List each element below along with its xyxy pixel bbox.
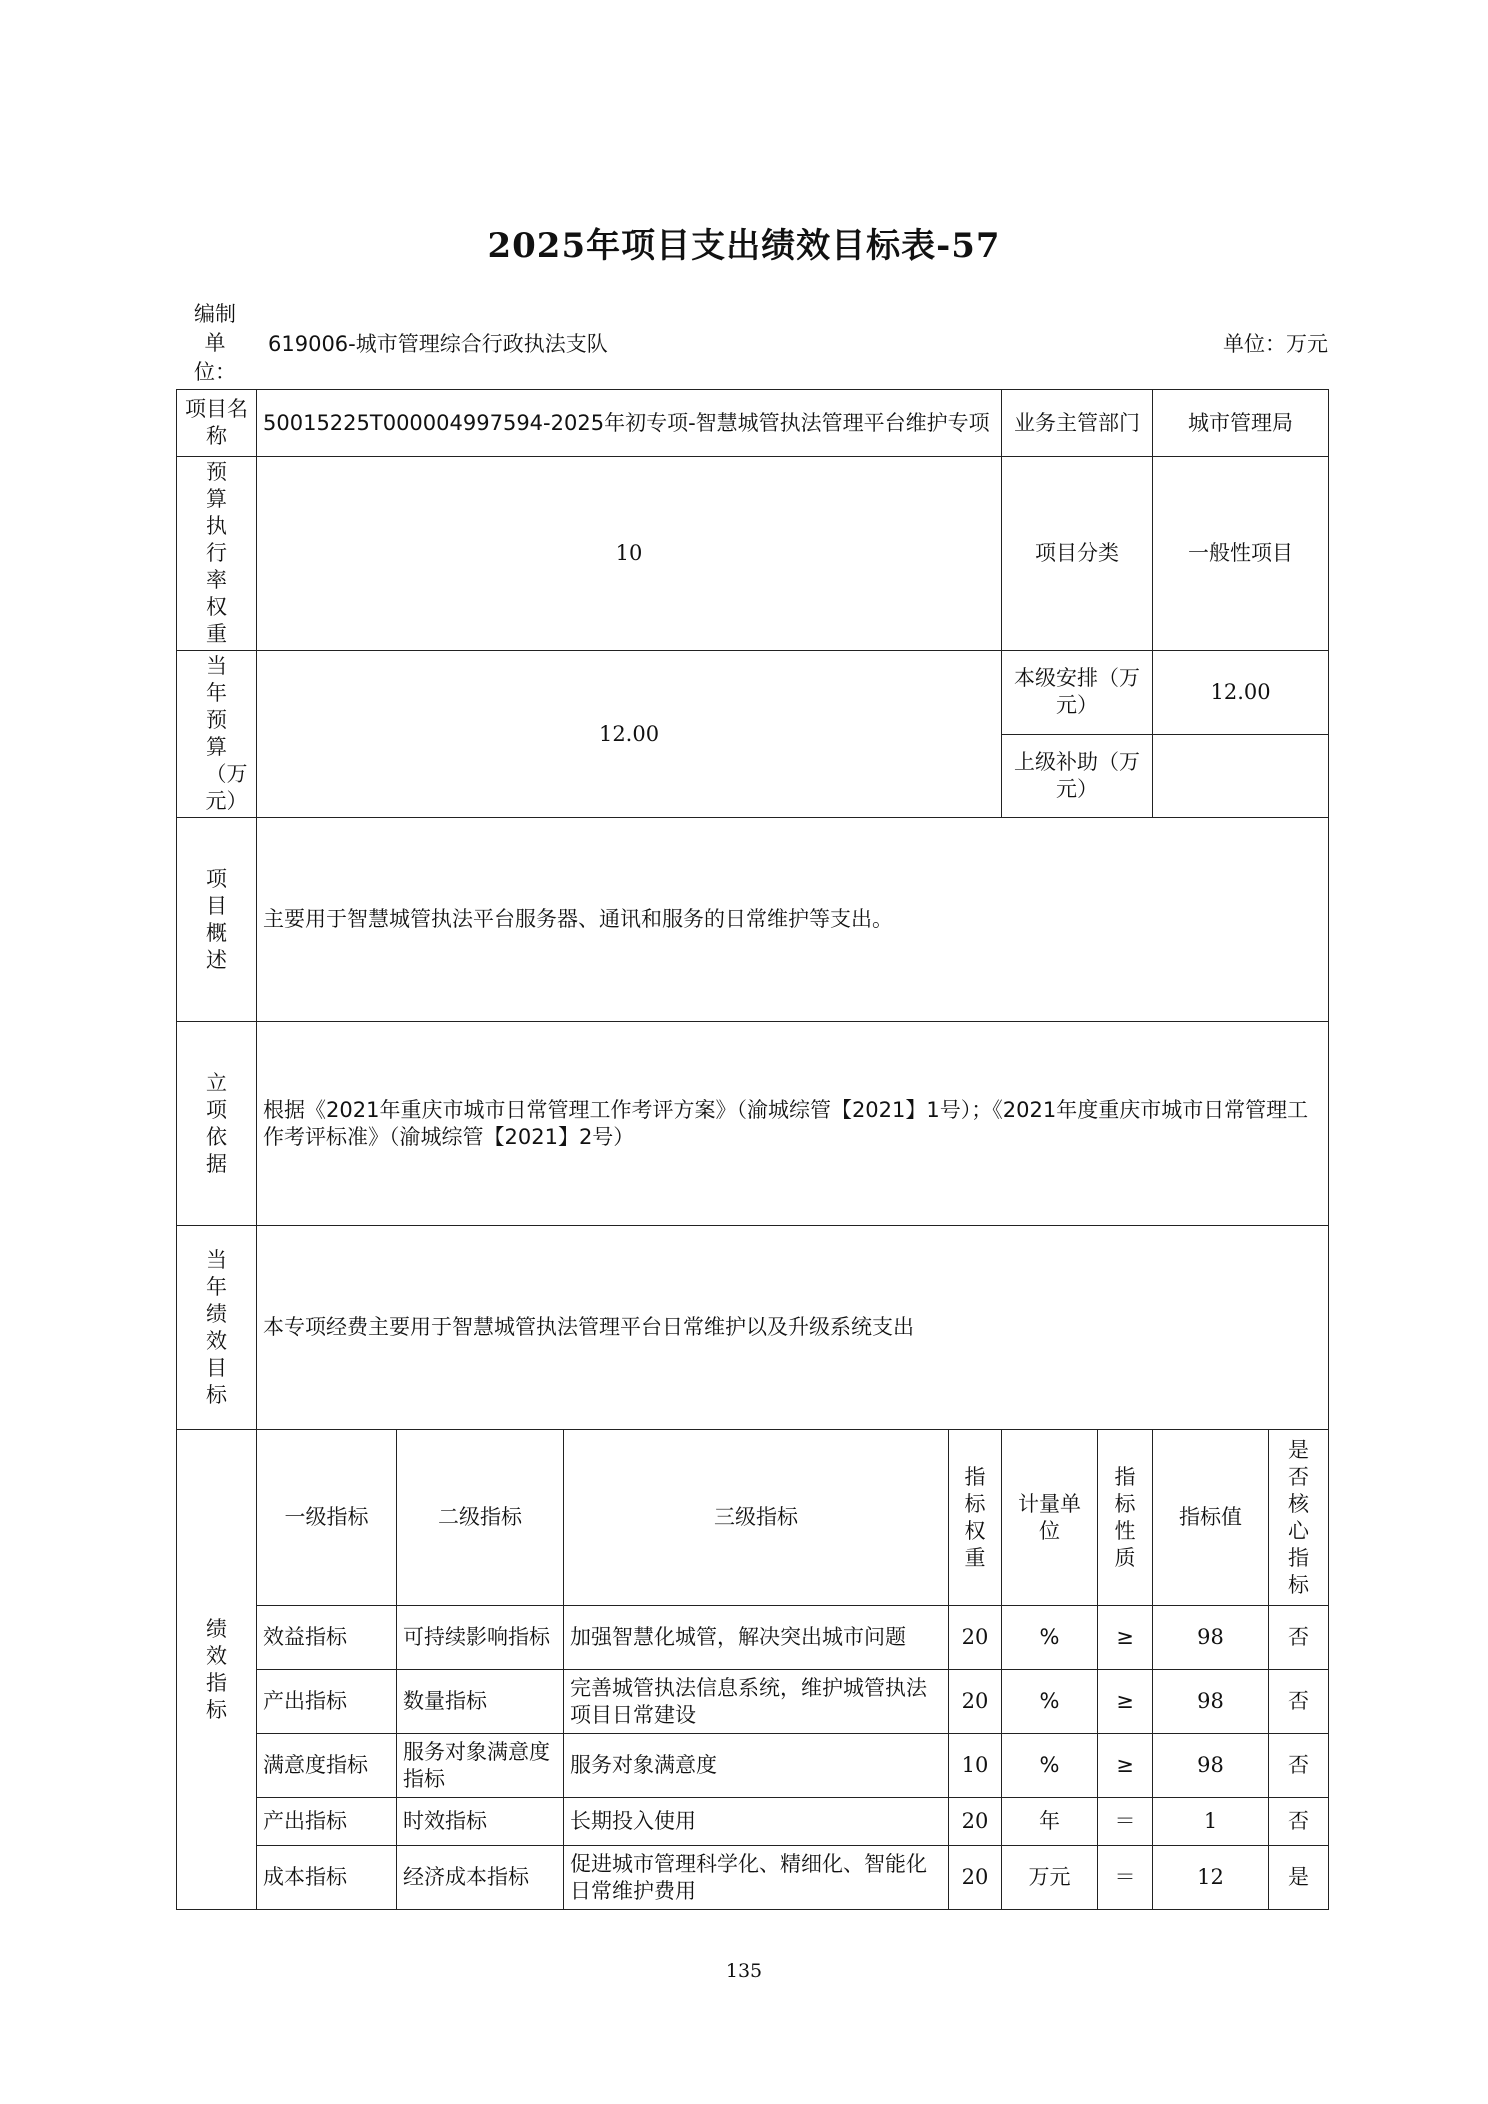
row-nature: ＝ [1098,1846,1153,1910]
row-value: 1 [1153,1798,1269,1846]
row-level3: 促进城市管理科学化、精细化、智能化日常维护费用 [564,1846,949,1910]
header-core [1269,1430,1329,1606]
row-level2: 可持续影响指标 [397,1606,564,1670]
row-unit: % [1002,1606,1098,1670]
page-number: 135 [725,1960,763,1982]
unit-label: 编制单位： [194,302,236,384]
local-label: 本级安排（万元） [1002,651,1153,735]
header-core-text: 是否核心指标 [1288,1437,1310,1597]
basis-label [177,1022,257,1226]
row-level2: 服务对象满意度指标 [397,1734,564,1798]
row-nature: ＝ [1098,1798,1153,1846]
row-value: 98 [1153,1606,1269,1670]
header-weight [949,1430,1002,1606]
table-row [177,1606,1329,1670]
row-unit: 年 [1002,1798,1098,1846]
table-row [177,1846,1329,1910]
row-value: 12 [1153,1846,1269,1910]
header-level1: 一级指标 [257,1430,397,1606]
row-value: 98 [1153,1670,1269,1734]
row-basis [177,1022,1329,1226]
header-level2: 二级指标 [397,1430,564,1606]
performance-table [176,389,1329,1910]
unit-value: 619006-城市管理综合行政执法支队 [268,332,608,356]
header-nature [1098,1430,1153,1606]
local-value: 12.00 [1153,651,1329,735]
project-name-value: 50015225T000004997594-2025年初专项-智慧城管执法管理平台维护专项 [257,390,1002,457]
basis-label-text: 立项依据 [206,1070,227,1176]
row-weight: 20 [949,1798,1002,1846]
budget-label [177,651,257,818]
row-core: 否 [1269,1670,1329,1734]
exec-rate-label-text: 预算执行率权重 [206,460,227,646]
row-core: 是 [1269,1846,1329,1910]
row-exec-rate [177,457,1329,651]
money-unit: 单位：万元 [1223,332,1328,356]
row-level2: 经济成本指标 [397,1846,564,1910]
budget-value: 12.00 [257,651,1002,818]
row-project-name [177,390,1329,457]
category-label: 项目分类 [1002,457,1153,651]
row-weight: 20 [949,1846,1002,1910]
row-nature: ≥ [1098,1606,1153,1670]
upper-label: 上级补助（万元） [1002,734,1153,818]
table-row [177,1798,1329,1846]
indicator-header-row [177,1430,1329,1606]
row-level2: 数量指标 [397,1670,564,1734]
table-row [177,1734,1329,1798]
row-core: 否 [1269,1606,1329,1670]
row-level1: 产出指标 [257,1670,397,1734]
row-unit: 万元 [1002,1846,1098,1910]
row-weight: 20 [949,1670,1002,1734]
row-value: 98 [1153,1734,1269,1798]
exec-rate-label [177,457,257,651]
indicators-label-text: 绩效指标 [206,1616,227,1722]
row-level3: 完善城管执法信息系统，维护城管执法项目日常建设 [564,1670,949,1734]
header-nature-text: 指标性质 [1114,1464,1136,1570]
row-overview [177,818,1329,1022]
dept-label: 业务主管部门 [1002,390,1153,457]
row-level1: 效益指标 [257,1606,397,1670]
goal-value: 本专项经费主要用于智慧城管执法管理平台日常维护以及升级系统支出 [257,1226,1329,1430]
row-level2: 时效指标 [397,1798,564,1846]
goal-label [177,1226,257,1430]
row-unit: % [1002,1734,1098,1798]
overview-label-text: 项目概述 [206,866,227,972]
row-nature: ≥ [1098,1670,1153,1734]
row-budget [177,651,1329,735]
row-level3: 服务对象满意度 [564,1734,949,1798]
row-level3: 加强智慧化城管，解决突出城市问题 [564,1606,949,1670]
category-value: 一般性项目 [1153,457,1329,651]
goal-label-text: 当年绩效目标 [206,1247,227,1407]
exec-rate-value: 10 [257,457,1002,651]
row-level3: 长期投入使用 [564,1798,949,1846]
row-unit: % [1002,1670,1098,1734]
page-title: 2025年项目支出绩效目标表-57 [487,226,1001,266]
header-value: 指标值 [1153,1430,1269,1606]
row-level1: 产出指标 [257,1798,397,1846]
header-unit-row [176,300,1328,386]
project-name-label: 项目名称 [177,390,257,457]
indicators-label [177,1430,257,1910]
row-goal [177,1226,1329,1430]
header-weight-text: 指标权重 [964,1464,986,1570]
basis-value: 根据《2021年重庆市城市日常管理工作考评方案》（渝城综管【2021】1号）；《2021年度重庆市城市日常管理工作考评标准》（渝城综管【2021】2号） [257,1022,1329,1226]
row-level1: 满意度指标 [257,1734,397,1798]
budget-label-text: 当年预算（万元） [205,654,248,813]
row-level1: 成本指标 [257,1846,397,1910]
dept-value: 城市管理局 [1153,390,1329,457]
overview-label [177,818,257,1022]
row-weight: 20 [949,1606,1002,1670]
header-unit: 计量单位 [1002,1430,1098,1606]
header-level3: 三级指标 [564,1430,949,1606]
overview-value: 主要用于智慧城管执法平台服务器、通讯和服务的日常维护等支出。 [257,818,1329,1022]
row-weight: 10 [949,1734,1002,1798]
table-row [177,1670,1329,1734]
row-core: 否 [1269,1798,1329,1846]
row-core: 否 [1269,1734,1329,1798]
upper-value [1153,734,1329,818]
row-nature: ≥ [1098,1734,1153,1798]
